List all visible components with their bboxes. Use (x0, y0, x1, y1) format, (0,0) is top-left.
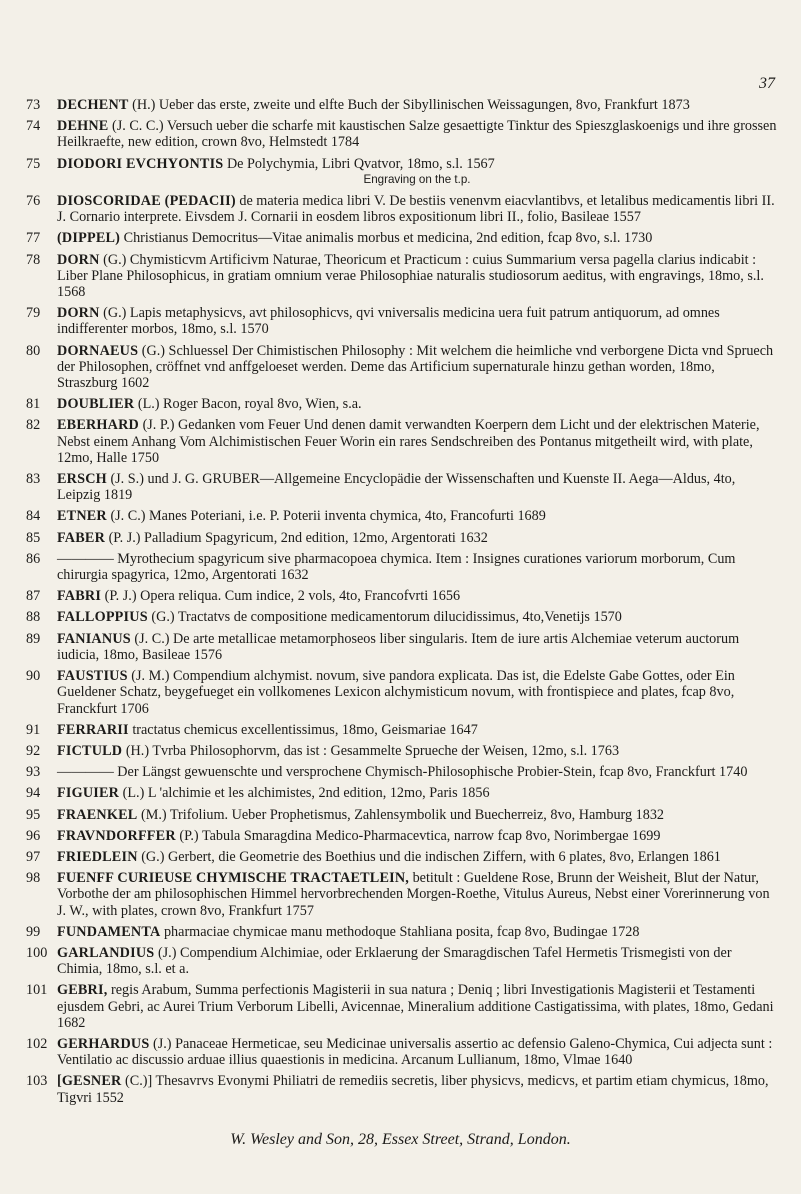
entry-number: 101 (26, 982, 48, 999)
entry-number: 74 (26, 118, 41, 135)
entry-note: Engraving on the t.p. (363, 172, 471, 186)
entry-author: FERRARII (57, 721, 129, 738)
entry-number: 83 (26, 471, 41, 488)
entry-number: 102 (26, 1035, 48, 1052)
entry-description: (J.) Panaceae Hermeticae, seu Medicinae universalis assertio ac defensio Galeno-Chymica, Cui adjecta sunt : Ventilatio ac discussio arduae illius quaestionis in medicina. Arcanum Lullianum, 18mo, Vlmae 1640 (57, 1035, 773, 1069)
entry-author: FAUSTIUS (57, 668, 128, 685)
entry-author: FUENFF CURIEUSE CHYMISCHE TRACTAETLEIN, (57, 870, 410, 887)
catalogue-entry (26, 230, 777, 246)
entry-number: 96 (26, 827, 41, 844)
catalogue-entry (26, 193, 777, 225)
entry-number: 90 (26, 668, 41, 685)
entry-author: DEHNE (57, 118, 109, 135)
catalogue-entry (26, 982, 777, 1031)
catalogue-entry (26, 785, 777, 801)
entry-author: ERSCH (57, 471, 107, 488)
entry-author: (DIPPEL) (57, 230, 121, 247)
catalogue-entries (26, 97, 777, 1111)
catalogue-entry (26, 118, 777, 150)
entry-author: FUNDAMENTA (57, 923, 161, 940)
entry-number: 75 (26, 155, 41, 172)
entry-description: (G.) Chymisticvm Artificivm Naturae, Theoricum et Practicum : cuius Summarium versa pagella clarius indicabit : Liber Plane Philosophicus, in gratiam omnium verae Philosophiae naturalis studiosorum aeditus, with engravings, 18mo, s.l. 1568 (57, 251, 764, 301)
entry-description: tractatus chemicus excellentissimus, 18mo, Geismariae 1647 (128, 721, 478, 738)
catalogue-entry (26, 343, 777, 392)
catalogue-entry (26, 764, 777, 780)
entry-number: 88 (26, 609, 41, 626)
entry-description: ———— Der Längst gewuenschte und versprochene Chymisch-Philosophische Probier-Stein, fcap 8vo, Franckfurt 1740 (57, 764, 748, 781)
entry-description: betitult : Gueldene Rose, Brunn der Weisheit, Blut der Natur, Vorbothe der am philosophischen Himmel hervorbrechenden Morgen-Roethe, Vitulus Aureus, Nebst einer Vorerinnerung von J. W., with plates, crown 8vo, Frankfurt 1757 (57, 870, 770, 919)
entry-number: 87 (26, 588, 41, 605)
catalogue-entry (26, 1036, 777, 1068)
entry-author: FRAENKEL (57, 806, 138, 823)
catalogue-entry (26, 828, 777, 844)
entry-description: (J.) Compendium Alchimiae, oder Erklaerung der Smaragdischen Tafel Hermetis Trismegisti von der Chimia, 18mo, s.l. et a. (57, 944, 732, 978)
entry-author: FABER (57, 529, 106, 546)
entry-author: [GESNER (57, 1073, 122, 1090)
entry-number: 97 (26, 848, 41, 865)
entry-number: 77 (26, 230, 41, 247)
catalogue-entry (26, 156, 777, 188)
entry-author: FANIANUS (57, 630, 131, 647)
entry-number: 84 (26, 508, 41, 525)
entry-description: De Polychymia, Libri Qvatvor, 18mo, s.l. 1567 (223, 155, 495, 172)
entry-description: (G.) Gerbert, die Geometrie des Boethius und die indischen Ziffern, with 6 plates, 8vo, Erlangen 1861 (137, 848, 721, 865)
entry-author: FIGUIER (57, 785, 120, 802)
entry-number: 79 (26, 305, 41, 322)
entry-number: 94 (26, 785, 41, 802)
entry-description: de materia medica libri V. De bestiis venenvm eiacvlantibvs, et letalibus medicamentis libri II. J. Cornario interprete. Eivsdem J. Cornarii in eosdem libros expositionum libri II., folio, Basileae 1557 (57, 193, 775, 226)
catalogue-entry (26, 849, 777, 865)
page-number: 37 (759, 75, 775, 92)
entry-number: 81 (26, 396, 41, 413)
catalogue-entry (26, 551, 777, 583)
entry-description: (J. C.) Manes Poteriani, i.e. P. Poterii inventa chymica, 4to, Francofurti 1689 (106, 508, 546, 525)
catalogue-entry (26, 807, 777, 823)
entry-description: (G.) Schluessel Der Chimistischen Philosophy : Mit welchem die heimliche vnd verborgene Dicta vnd Spruech der Philosophen, cröffnet vnd anffgeloeset werden. Deme das Artificium supernaturale hinzu gethan worden, 18mo, Straszburg 1602 (57, 342, 774, 392)
entry-description: (P. J.) Palladium Spagyricum, 2nd edition, 12mo, Argentorati 1632 (105, 529, 488, 546)
entry-number: 82 (26, 417, 41, 434)
entry-number: 103 (26, 1073, 48, 1090)
entry-author: DORN (57, 305, 100, 322)
entry-description: (J. C.) De arte metallicae metamorphoseos liber singularis. Item de iure artis Alchemiae veterum auctorum iudicia, 18mo, Basileae 1576 (57, 630, 740, 663)
catalogue-entry (26, 588, 777, 604)
entry-description: (P.) Tabula Smaragdina Medico-Pharmacevtica, narrow fcap 8vo, Norimbergae 1699 (175, 827, 661, 844)
catalogue-entry (26, 1073, 777, 1105)
catalogue-entry (26, 631, 777, 663)
catalogue-entry (26, 396, 777, 412)
entry-number: 89 (26, 630, 41, 647)
entry-description: (P. J.) Opera reliqua. Cum indice, 2 vols, 4to, Francofvrti 1656 (101, 588, 461, 605)
catalogue-entry (26, 305, 777, 337)
entry-description: (C.)] Thesavrvs Evonymi Philiatri de remediis secretis, liber physicvs, medicvs, et partim etiam chymicus, 18mo, Tigvri 1552 (57, 1073, 769, 1106)
catalogue-entry (26, 530, 777, 546)
catalogue-entry (26, 97, 777, 113)
entry-author: DORNAEUS (57, 342, 139, 359)
catalogue-entry (26, 508, 777, 524)
entry-author: GERHARDUS (57, 1035, 150, 1052)
catalogue-entry (26, 668, 777, 717)
catalogue-entry (26, 743, 777, 759)
entry-description: (J. S.) und J. G. GRUBER—Allgemeine Encyclopädie der Wissenschaften und Kuenste II. Aega—Aldus, 4to, Leipzig 1819 (57, 471, 736, 504)
entry-description: (L.) Roger Bacon, royal 8vo, Wien, s.a. (134, 396, 362, 413)
entry-description: (J. M.) Compendium alchymist. novum, sive pandora explicata. Das ist, die Edelste Gabe Gottes, oder Ein Gueldener Schatz, beygefueget ein vollkomenes Lexicon alchymisticum novum, with frontispiece and plates, fcap 8vo, Franckfurt 1706 (57, 668, 735, 717)
entry-author: FABRI (57, 588, 102, 605)
catalogue-entry (26, 471, 777, 503)
entry-description: ———— Myrothecium spagyricum sive pharmacopoea chymica. Item : Insignes curationes variorum morborum, Cum chirurgia spagyrica, 12mo, Argentorati 1632 (57, 550, 736, 584)
entry-number: 92 (26, 742, 41, 759)
catalogue-entry (26, 924, 777, 940)
entry-description: (H.) Tvrba Philosophorvm, das ist : Gesammelte Sprueche der Weisen, 12mo, s.l. 1763 (122, 742, 620, 759)
catalogue-entry (26, 945, 777, 977)
entry-description: (G.) Tractatvs de compositione medicamentorum dilucidissimus, 4to,Venetijs 1570 (147, 609, 622, 626)
entry-number: 100 (26, 944, 48, 961)
entry-number: 98 (26, 870, 41, 887)
entry-description: (M.) Trifolium. Ueber Prophetismus, Zahlensymbolik und Buecherreiz, 8vo, Hamburg 1832 (137, 806, 665, 823)
entry-author: FICTULD (57, 742, 123, 759)
entry-number: 85 (26, 529, 41, 546)
publisher-footer: W. Wesley and Son, 28, Essex Street, Strand, London. (230, 1131, 571, 1148)
entry-number: 78 (26, 251, 41, 268)
entry-author: GARLANDIUS (57, 944, 155, 961)
entry-number: 91 (26, 721, 41, 738)
entry-number: 99 (26, 923, 41, 940)
catalogue-entry (26, 417, 777, 466)
entry-number: 86 (26, 550, 41, 567)
entry-number: 95 (26, 806, 41, 823)
entry-author: DORN (57, 251, 100, 268)
catalogue-entry (26, 722, 777, 738)
entry-description: Christianus Democritus—Vitae animalis morbus et medicina, 2nd edition, fcap 8vo, s.l. 1730 (120, 230, 653, 247)
entry-author: EBERHARD (57, 417, 140, 434)
entry-author: FRIEDLEIN (57, 848, 138, 865)
entry-description: (G.) Lapis metaphysicvs, avt philosophicvs, qvi vniversalis medicina uera fuit patrum antiquorum, ad omnes indifferenter morbos, 18mo, s.l. 1570 (57, 305, 720, 338)
entry-description: (L.) L 'alchimie et les alchimistes, 2nd edition, 12mo, Paris 1856 (119, 785, 490, 802)
entry-author: FALLOPPIUS (57, 609, 148, 626)
catalogue-entry (26, 252, 777, 301)
entry-description: (H.) Ueber das erste, zweite und elfte Buch der Sibyllinischen Weissagungen, 8vo, Frankfurt 1873 (128, 97, 690, 113)
catalogue-entry (26, 609, 777, 625)
entry-description: regis Arabum, Summa perfectionis Magisterii in sua natura ; Deniq ; libri Investigationis Magisterii et Testamenti ejusdem Gebri, ac Aurei Trium Verborum Libelli, Avicennae, Mineralium additione Castigatissima, with plates, 18mo, Gedani 1682 (57, 982, 774, 1031)
entry-author: DIODORI EVCHYONTIS (57, 155, 224, 172)
entry-author: DECHENT (57, 97, 129, 113)
entry-description: (J. C. C.) Versuch ueber die scharfe mit kaustischen Salze gesaettigte Tinktur des Spieszglaskoenigs und ihre grossen Heilkraefte, new edition, crown 8vo, Helmstedt 1784 (57, 118, 777, 151)
entry-author: DIOSCORIDAE (PEDACII) (57, 193, 236, 210)
entry-author: FRAVNDORFFER (57, 827, 176, 844)
entry-number: 73 (26, 97, 41, 113)
catalogue-entry (26, 870, 777, 919)
entry-number: 76 (26, 193, 41, 210)
entry-number: 93 (26, 764, 41, 781)
entry-author: DOUBLIER (57, 396, 135, 413)
entry-description: pharmaciae chymicae manu methodoque Stahliana posita, fcap 8vo, Budingae 1728 (160, 923, 640, 940)
entry-description: (J. P.) Gedanken vom Feuer Und denen damit verwandten Koerpern dem Licht und der elektrischen Materie, Nebst einem Anhang Vom Alchimistischen Feuer Worin ein rares Sendschreiben des Pontanus mitgetheilt wird, with plate, 12mo, Halle 1750 (57, 417, 760, 466)
entry-author: GEBRI, (57, 982, 108, 999)
entry-number: 80 (26, 342, 41, 359)
entry-author: ETNER (57, 508, 107, 525)
